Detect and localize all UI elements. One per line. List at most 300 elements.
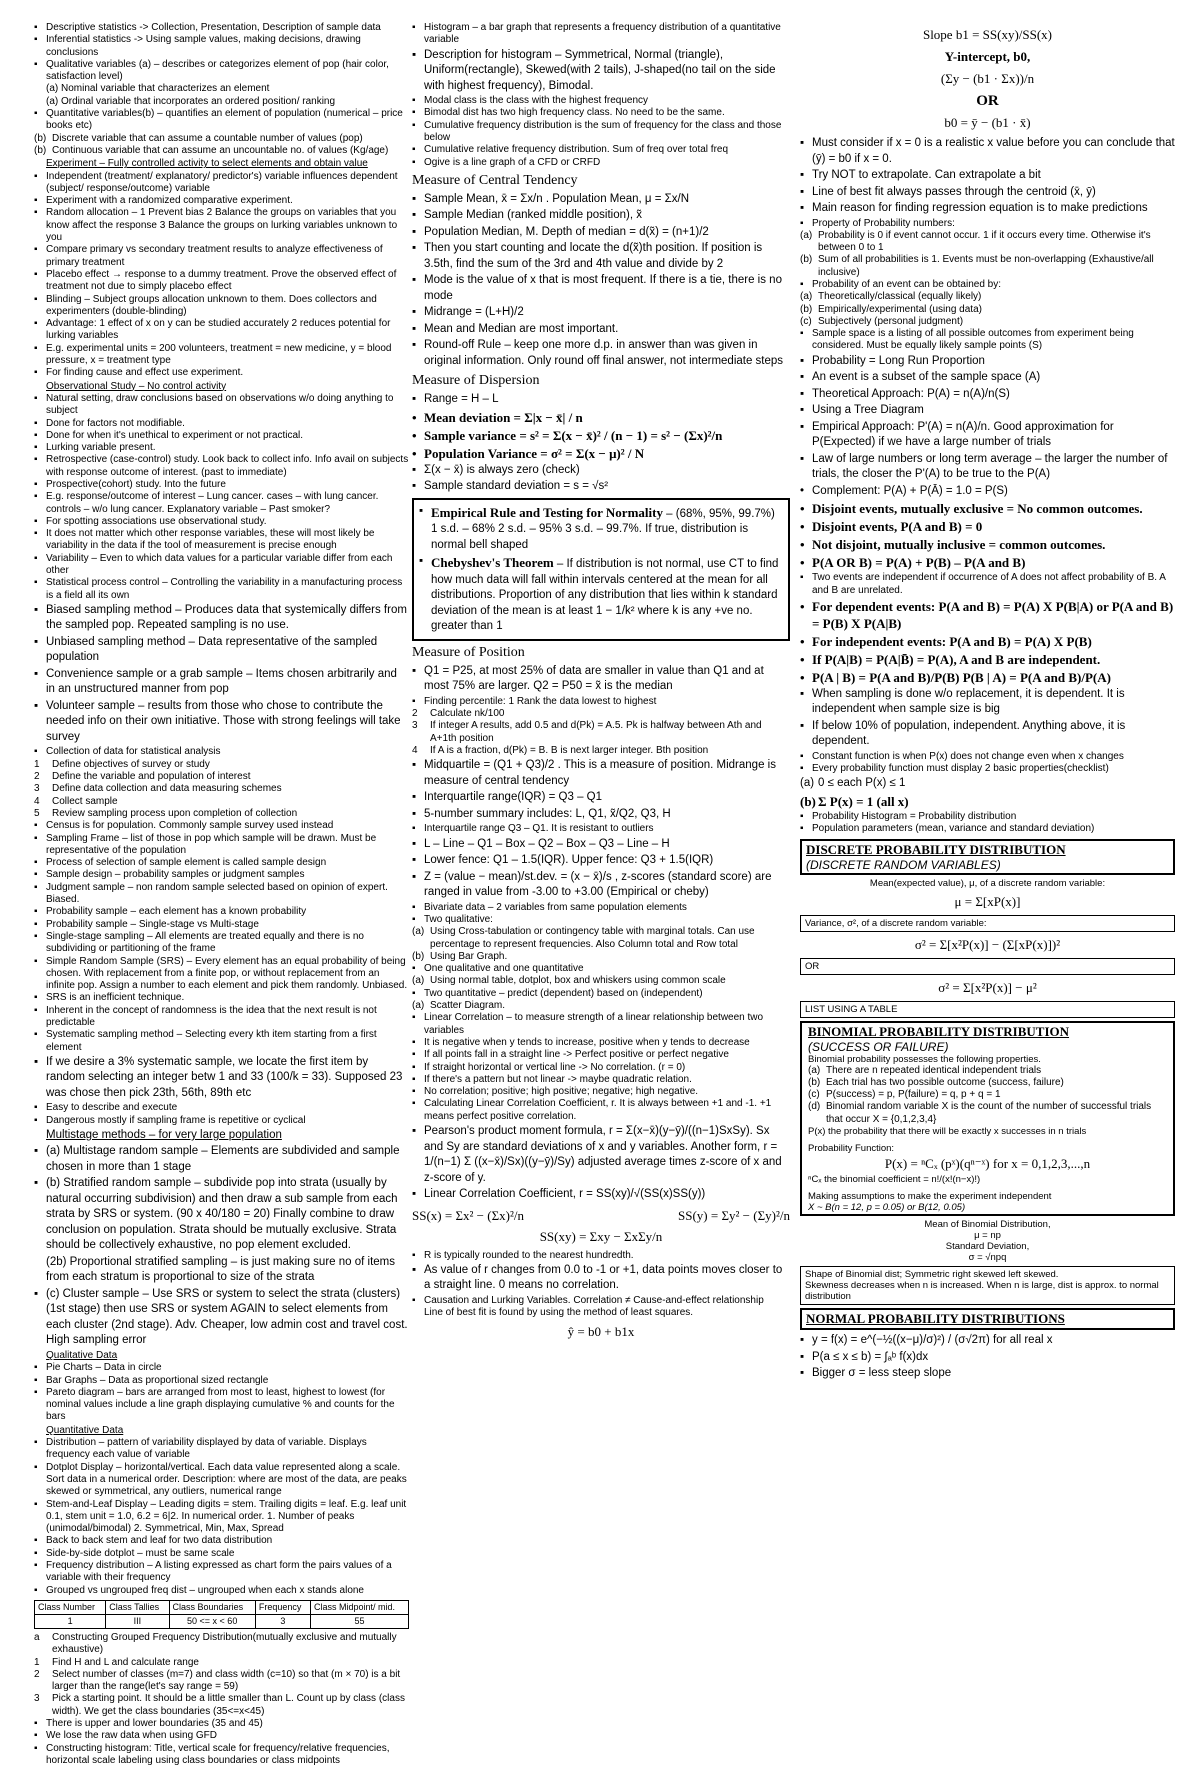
list-marker: ▪	[800, 420, 805, 433]
list-marker	[34, 96, 46, 108]
list-item	[34, 269, 409, 294]
list-text: Sample variance = s² = Σ(x − x̄)² / (n − 1) = s² − (Σx)²/n	[424, 427, 723, 443]
list-marker: ▪	[34, 293, 38, 305]
list-marker: ▪	[412, 306, 417, 319]
list-text: Natural setting, draw conclusions based on observations w/o doing anything to subject	[46, 392, 394, 417]
probability-list	[800, 136, 1175, 836]
list-item	[412, 1062, 790, 1074]
list-item	[800, 776, 1175, 792]
list-marker: 3	[34, 783, 40, 795]
list-marker: ▪	[412, 48, 417, 61]
list-marker: ▪	[412, 22, 416, 33]
list-text: For independent events: P(A and B) = P(A) X P(B)	[812, 633, 1092, 649]
list-text: Process of selection of sample element is called sample design	[46, 857, 327, 869]
list-item	[800, 316, 1175, 328]
list-marker: ▪	[800, 387, 805, 400]
list-item	[34, 808, 409, 820]
list-marker: •	[800, 598, 805, 614]
list-text: Distribution – pattern of variability displayed by data of variable. Displays frequency each value of variable	[46, 1437, 367, 1461]
table-header-cell: Class Boundaries	[169, 1600, 255, 1614]
list-text: Sampling Frame – list of those in pop which sample will be drawn. Must be representative of the population	[46, 832, 377, 856]
list-item	[412, 1098, 790, 1123]
list-item	[412, 1295, 790, 1307]
list-marker: ▪	[34, 528, 38, 540]
list-marker: (b)	[800, 793, 816, 809]
list-item	[34, 577, 409, 602]
list-marker: •	[800, 519, 805, 535]
list-text: Two events are independent if occurrence of A does not affect probability of B. A and B are unrelated.	[812, 572, 1166, 596]
list-marker: ▪	[34, 108, 38, 120]
list-item	[412, 1250, 790, 1262]
list-text: Disjoint events, mutually exclusive = No common outcomes.	[812, 501, 1143, 517]
list-item	[800, 1366, 1175, 1382]
list-marker: ▪	[412, 1012, 416, 1024]
binomial-sd-formula: σ = √npq	[968, 1252, 1007, 1264]
list-item	[34, 1535, 409, 1547]
list-marker	[34, 1425, 46, 1437]
discrete-variance-alt: σ² = Σ[x²P(x)] − μ²	[938, 979, 1037, 995]
list-text: Sample Mean, x̄ = Σx/n . Population Mean, μ = Σx/N	[424, 192, 690, 205]
list-item	[34, 759, 409, 771]
list-marker: •	[412, 445, 417, 461]
list-item	[412, 963, 790, 975]
list-marker: ▪	[34, 367, 38, 379]
list-marker: (a)	[808, 1064, 821, 1076]
list-text: Two qualitative:	[424, 913, 493, 925]
list-text: Biased sampling method – Produces data that systemically differs from the sampled pop. Repeated sampling is no use.	[46, 603, 407, 632]
list-item	[34, 343, 409, 368]
list-text: Census is for population. Commonly sample survey used instead	[46, 820, 334, 832]
list-text: For dependent events: P(A and B) = P(A) X P(B|A) or P(A and B) = P(B) X P(A|B)	[812, 598, 1174, 631]
list-item	[800, 304, 1175, 316]
list-text: For spotting associations use observational study.	[46, 515, 267, 527]
list-text: Volunteer sample – results from those who chose to contribute the needed info on their own initiative. Those with strong feelings will take survey	[46, 699, 401, 743]
binomial-shape-line: Shape of Binomial dist; Symmetric right skewed left skewed.	[805, 1269, 1059, 1281]
list-text: Z = (value − mean)/st.dev. = (x − x̄)/s , z-scores (standard score) are ranged in value from -3.00 to +3.00 (Empirical or cheby)	[424, 870, 772, 899]
list-item	[34, 1115, 409, 1127]
list-item	[34, 1350, 409, 1362]
list-text: R is typically rounded to the nearest hundredth.	[424, 1249, 634, 1261]
list-marker	[34, 1350, 46, 1362]
list-item	[808, 1065, 1167, 1077]
position-list	[412, 664, 790, 1203]
list-marker: ▪	[800, 278, 804, 290]
list-text: Back to back stem and leaf for two data distribution	[46, 1535, 273, 1547]
list-item	[808, 1077, 1167, 1089]
list-marker: (a)	[412, 975, 425, 987]
list-marker: ▪	[412, 1125, 417, 1137]
list-marker: ▪	[34, 58, 38, 70]
list-text: Pick a starting point. It should be a little smaller than L. Count up by class (class width). We get the class boundaries (35<=x<45)	[52, 1693, 405, 1717]
list-text: If integer A results, add 0.5 and d(Pk) = A.5. Pk is halfway between Ath and A+1th position	[430, 720, 762, 744]
list-text: For finding cause and effect use experiment.	[46, 367, 244, 379]
list-marker: (b)	[34, 144, 47, 156]
list-item	[34, 83, 409, 95]
list-text: Midrange = (L+H)/2	[424, 306, 524, 319]
list-marker: ▪	[412, 209, 417, 222]
list-text: Bigger σ = less steep slope	[812, 1367, 952, 1380]
list-marker: ▪	[34, 342, 38, 354]
normal-distribution-box	[800, 1308, 1175, 1330]
binomial-notation: X ~ B(n = 12, p = 0.05) or B(12, 0.05)	[808, 1202, 966, 1214]
list-marker: ▪	[34, 244, 38, 256]
list-marker: 3	[34, 1693, 40, 1705]
list-text: (b) Stratified random sample – subdivide pop into strata (usually by natural occurring subdivision) and then draw a sub sample from each strata by SRS or system. (90 x 40/180 = 20) Finally combine to draw conclusion on population. Strata should be mutually exclusive. Strata should be collectively exhaustive, no pop element excluded.	[46, 1177, 398, 1252]
list-item	[34, 244, 409, 269]
list-marker: •	[800, 651, 805, 667]
table-cell: 55	[310, 1614, 408, 1628]
list-text: Variability – Even to which data values for a particular variable differ from each other	[46, 552, 393, 577]
list-marker: •	[800, 501, 805, 517]
list-item	[34, 418, 409, 430]
list-text: Modal class is the class with the highest frequency	[424, 95, 648, 107]
list-item	[412, 870, 790, 901]
binomial-subtitle: (SUCCESS OR FAILURE)	[808, 1039, 949, 1054]
table-header-cell: Class Number	[35, 1600, 106, 1614]
list-text: Population parameters (mean, variance and standard deviation)	[812, 823, 1095, 835]
list-text: It is negative when y tends to increase, positive when y tends to decrease	[424, 1036, 750, 1048]
list-marker: ▪	[412, 339, 417, 352]
list-text: As value of r changes from 0.0 to -1 or +1, data points moves closer to a straight line. 0 means no correlation.	[424, 1263, 783, 1292]
list-item	[34, 207, 409, 244]
list-text: Population Median, M. Depth of median = d(x̃) = (n+1)/2	[424, 225, 709, 238]
list-item	[34, 1425, 409, 1437]
list-text: Quantitative variables(b) – quantifies an element of population (numerical – price books etc)	[46, 108, 403, 132]
list-text: Blinding – Subject groups allocation unknown to them. Does collectors and experimenters (double-blinding)	[46, 293, 377, 317]
list-text: Constant function is when P(x) does not change even when x changes	[812, 750, 1124, 762]
list-text: Pie Charts – Data in circle	[46, 1362, 162, 1374]
list-text: Main reason for finding regression equation is to make predictions	[812, 202, 1148, 214]
list-marker: ▪	[34, 491, 38, 503]
list-marker: ▪	[34, 1055, 39, 1068]
list-item	[34, 1362, 409, 1374]
probability-function-label: Probability Function:	[808, 1143, 895, 1155]
discrete-title: DISCRETE PROBABILITY DISTRIBUTION	[806, 841, 1066, 857]
list-text: Law of large numbers or long term average – the larger the number of trials, the closer the P'(A) to be true to the P(A)	[812, 452, 1168, 481]
list-text: Mode is the value of x that is most frequent. If there is a tie, there is no mode	[424, 274, 782, 302]
list-item	[800, 669, 1175, 686]
list-marker: •	[800, 484, 805, 497]
list-item	[34, 857, 409, 869]
list-text: If all points fall in a straight line -> Perfect positive or perfect negative	[424, 1049, 729, 1061]
list-marker: ▪	[800, 137, 805, 149]
discrete-subtitle: (DISCRETE RANDOM VARIABLES)	[806, 857, 1001, 872]
list-item	[412, 273, 790, 304]
list-text: Statistical process control – Controlling the variability in a manufacturing process is a field all its own	[46, 577, 403, 601]
list-text: Advantage: 1 effect of x on y can be studied accurately 2 reduces potential for lurking variables	[46, 318, 391, 342]
list-marker: ▪	[34, 603, 39, 616]
bullet: ▪	[419, 555, 424, 568]
list-item	[800, 420, 1175, 451]
list-item	[800, 572, 1175, 597]
descriptive-statistics-list	[34, 22, 409, 1597]
list-text: No correlation; positive; high positive; negative; high negative.	[424, 1086, 699, 1098]
empirical-rule-title: Empirical Rule and Testing for Normality	[431, 504, 663, 520]
list-item	[34, 699, 409, 746]
list-item	[800, 201, 1175, 217]
list-text: Then you start counting and locate the d(x̃)th position. If position is 3.5th, find the sum of the 3rd and 4th value and divide by 2	[424, 242, 763, 270]
list-marker: ▪	[412, 664, 417, 677]
table-header-cell: Class Midpoint/ mid.	[310, 1600, 408, 1614]
list-marker: ▪	[34, 820, 38, 832]
intercept-formula: (Σy − (b1 · Σx))/n	[940, 71, 1035, 86]
list-marker: (a)	[800, 229, 813, 241]
list-marker	[34, 381, 46, 393]
list-marker: ▪	[34, 195, 38, 207]
list-marker: ▪	[800, 1367, 805, 1380]
list-marker: 5	[34, 807, 40, 819]
list-text: Single-stage sampling – All elements are treated equally and there is no subdividing or partitioning of the frame	[46, 930, 364, 955]
list-item	[412, 144, 790, 156]
list-text: Bivariate data – 2 variables from same population elements	[424, 901, 687, 913]
list-item	[412, 1074, 790, 1086]
list-item	[34, 906, 409, 918]
list-text: Sample Median (ranked middle position), x̃	[424, 209, 642, 222]
list-text: Dangerous mostly if sampling frame is repetitive or cyclical	[46, 1114, 306, 1126]
list-item	[412, 48, 790, 95]
list-item	[34, 59, 409, 84]
list-text: Causation and Lurking Variables. Correlation ≠ Cause-and-effect relationship	[424, 1294, 764, 1306]
list-marker: ▪	[34, 429, 38, 441]
table-cell: III	[106, 1614, 169, 1628]
list-text: Find H and L and calculate range	[52, 1656, 199, 1668]
list-item	[34, 34, 409, 59]
table-header-row	[35, 1600, 409, 1614]
list-text: Scatter Diagram.	[430, 1000, 506, 1012]
list-marker: ▪	[412, 1188, 417, 1200]
list-marker: •	[412, 427, 417, 443]
list-marker: ▪	[34, 417, 38, 429]
list-text: Ogive is a line graph of a CFD or CRFD	[424, 156, 601, 168]
list-text: Interquartile range Q3 – Q1. It is resistant to outliers	[424, 823, 654, 835]
list-item	[800, 500, 1175, 517]
list-text: Frequency distribution – A listing expressed as chart form the pairs values of a variable with their frequency	[46, 1560, 392, 1584]
list-text: Empirically/experimental (using data)	[818, 303, 982, 315]
list-marker: ▪	[412, 823, 416, 835]
list-marker: ▪	[34, 318, 38, 330]
list-item	[800, 168, 1175, 184]
discrete-mean-label: Mean(expected value), μ, of a discrete random variable:	[869, 877, 1106, 889]
list-item	[34, 318, 409, 343]
list-marker: ▪	[412, 480, 417, 493]
list-text: Sample space is a listing of all possible outcomes from experiment being considered. Must be equally likely sample points (S)	[812, 328, 1134, 352]
list-text: Lurking variable present.	[46, 442, 156, 454]
list-text: Probability sample – each element has a known probability	[46, 906, 307, 918]
discrete-or-label: OR	[800, 958, 1175, 975]
table-header-cell: Class Tallies	[106, 1600, 169, 1614]
normal-distribution-list	[800, 1333, 1175, 1382]
list-text: Not disjoint, mutually inclusive = common outcomes.	[812, 537, 1106, 553]
discrete-variance-formula: σ² = Σ[x²P(x)] − (Σ[xP(x)])²	[914, 936, 1061, 952]
list-item	[412, 745, 790, 757]
list-item	[34, 430, 409, 442]
list-text: Random allocation – 1 Prevent bias 2 Balance the groups on variables that you know affect the response 3 Balance the groups on lurking variables unknown to you	[46, 207, 398, 244]
list-marker: ▪	[34, 667, 39, 680]
list-item	[34, 1375, 409, 1387]
list-text: Probability of an event can be obtained by:	[812, 278, 1002, 290]
bullet: ▪	[419, 504, 424, 517]
list-text: E.g. experimental units = 200 volunteers, treatment = new medicine, y = blood pressure, x = treatment type	[46, 342, 392, 367]
list-text: P(a ≤ x ≤ b) = ∫ₐᵇ f(x)dx	[812, 1350, 929, 1363]
list-text: SRS is an inefficient technique.	[46, 992, 185, 1004]
list-text: An event is a subset of the sample space (A)	[812, 371, 1041, 384]
list-marker: ▪	[412, 463, 417, 476]
list-item	[412, 696, 790, 708]
binomial-shape-box	[800, 1266, 1175, 1305]
list-text: Q1 = P25, at most 25% of data are smaller in value than Q1 and at most 75% are larger. Q2 = P50 = x̃ is the median	[424, 664, 764, 693]
list-marker: ▪	[800, 687, 805, 700]
list-marker: ▪	[412, 1049, 416, 1061]
list-text: E.g. response/outcome of interest – Lung cancer. cases – with lung cancer. controls – w/o lung cancer. Explanatory variable – Past smoker?	[46, 491, 379, 515]
list-marker: 2	[34, 771, 40, 783]
list-item	[34, 145, 409, 157]
list-item	[34, 931, 409, 956]
list-item	[412, 664, 790, 695]
list-item	[800, 230, 1175, 255]
list-marker: ▪	[412, 1294, 416, 1306]
list-item	[34, 771, 409, 783]
list-marker: ▪	[34, 906, 38, 918]
list-text: Σ(x − x̄) is always zero (check)	[424, 463, 580, 476]
list-item	[412, 322, 790, 338]
list-text: Dotplot Display – horizontal/vertical. Each data value represented along a scale. Sort data in a numerical order. Description: where are most of the data, are peaks skewed or symmetrical, any outliers, numerical range	[46, 1461, 407, 1498]
list-text: Grouped vs ungrouped freq dist – ungrouped when each x stands alone	[46, 1584, 364, 1596]
list-marker: •	[800, 633, 805, 649]
list-marker: •	[800, 669, 805, 685]
list-text: (c) Cluster sample – Use SRS or system to select the strata (clusters)(1st stage) then use SRS or system AGAIN to select elements from each cluster (2nd stage). Adv. Cheaper, low admin cost and travel cost. High sampling error	[46, 1287, 408, 1347]
list-item	[412, 902, 790, 914]
list-marker: ▪	[800, 810, 804, 822]
list-marker: ▪	[412, 1086, 416, 1098]
list-marker: 2	[412, 708, 418, 720]
list-item	[34, 195, 409, 207]
list-item	[34, 796, 409, 808]
list-marker: ▪	[800, 169, 805, 181]
list-item	[412, 720, 790, 745]
list-marker: ▪	[34, 1437, 38, 1449]
list-marker: ▪	[800, 1350, 805, 1363]
list-text: Linear Correlation – to measure strength of a linear relationship between two variables	[424, 1012, 764, 1036]
list-marker: ▪	[412, 1073, 416, 1085]
list-marker: 4	[34, 795, 40, 807]
list-item	[412, 1187, 790, 1203]
central-tendency-list	[412, 192, 790, 370]
list-marker: (b)	[800, 254, 813, 266]
list-text: Systematic sampling method – Selecting every kth item starting from a first element	[46, 1029, 377, 1053]
list-item	[34, 491, 409, 516]
list-text: Sample standard deviation = s = √s²	[424, 480, 609, 493]
list-item	[34, 171, 409, 196]
list-marker: ▪	[34, 918, 38, 930]
list-item	[412, 1012, 790, 1037]
list-item	[800, 291, 1175, 303]
list-item	[34, 833, 409, 858]
list-item	[412, 837, 790, 853]
list-marker: ▪	[34, 699, 39, 712]
list-marker: •	[412, 409, 417, 425]
list-item	[808, 1101, 1167, 1126]
list-marker: ▪	[800, 328, 804, 340]
empirical-rule-text: – (68%, 95%, 99.7%) 1 s.d. – 68% 2 s.d. – 95% 3 s.d. – 99.7%. If true, distribution is normal bell shaped	[431, 507, 775, 551]
list-item	[800, 354, 1175, 370]
list-text: Range = H – L	[424, 393, 499, 406]
list-text: Descriptive statistics -> Collection, Presentation, Description of sample data	[46, 22, 381, 33]
list-item	[34, 1005, 409, 1030]
list-item	[800, 763, 1175, 775]
list-item	[34, 1128, 409, 1144]
column-middle	[412, 22, 790, 1686]
list-marker: 2	[34, 1668, 40, 1680]
list-text: Constructing histogram: Title, vertical scale for frequency/relative frequencies, horizontal scale labeling using class boundaries or class midpoints	[46, 1742, 390, 1766]
list-marker: ▪	[800, 719, 805, 732]
list-text: Histogram – a bar graph that represents a frequency distribution of a quantitative variable	[424, 22, 781, 46]
list-item	[808, 1089, 1167, 1101]
list-text: Quantitative Data	[46, 1424, 124, 1436]
list-marker: •	[800, 537, 805, 553]
list-item	[412, 975, 790, 987]
list-text: (a) Multistage random sample – Elements are subdivided and sample chosen in more than 1 stage	[46, 1145, 400, 1173]
list-text: Easy to describe and execute	[46, 1102, 178, 1114]
list-marker: ▪	[34, 1114, 38, 1126]
list-marker: (c)	[808, 1089, 820, 1101]
list-text: Round-off Rule – keep one more d.p. in answer than was given in original information. Only round off final answer, not intermediate steps	[424, 339, 784, 367]
list-text: Using Cross-tabulation or contingency table with marginal totals. Can use percentage to represent frequencies. Also Column total and Row total	[430, 926, 755, 950]
list-marker: ▪	[34, 869, 38, 881]
list-marker: ▪	[412, 192, 417, 205]
grouped-frequency-list	[34, 1632, 409, 1767]
list-text: Observational Study – No control activity	[46, 380, 227, 392]
list-item	[412, 225, 790, 241]
list-text: Multistage methods – for very large population	[46, 1128, 282, 1141]
binomial-sd-label: Standard Deviation,	[945, 1241, 1030, 1253]
list-item	[800, 403, 1175, 419]
list-item	[800, 633, 1175, 650]
list-marker: ▪	[34, 930, 38, 942]
list-item	[412, 305, 790, 321]
list-item	[34, 294, 409, 319]
list-marker: ▪	[34, 1498, 38, 1510]
table-row	[35, 1614, 409, 1628]
list-text: 0 ≤ each P(x) ≤ 1	[818, 777, 906, 790]
list-item	[412, 1000, 790, 1012]
list-text: Probability is 0 if event cannot occur. 1 if it occurs every time. Otherwise it's between 0 to 1	[818, 229, 1151, 254]
or-label: OR	[976, 93, 999, 109]
list-text: Review sampling process upon completion of collection	[52, 807, 298, 819]
list-marker: ▪	[412, 1036, 416, 1048]
list-text: If straight horizontal or vertical line -> No correlation. (r = 0)	[424, 1061, 686, 1073]
list-item	[800, 823, 1175, 835]
column-right	[800, 22, 1175, 1686]
intercept-alt-formula: b0 = ȳ − (b1 · x̄)	[944, 115, 1031, 130]
list-item	[34, 1144, 409, 1175]
table-cell: 50 <= x < 60	[169, 1614, 255, 1628]
list-text: Stem-and-Leaf Display – Leading digits = stem. Trailing digits = leaf. E.g. leaf unit 0.1, stem unit = 1.0, 6.2 = 6|2. In numerical order. 1. Number of peaks (unimodal/bimodal) 2. Symmetrical, Min, Max, Spread	[46, 1498, 407, 1535]
list-marker: ▪	[412, 987, 416, 999]
binomial-coefficient-note: ⁿCₓ the binomial coefficient = n!/(x!(n−x)!)	[808, 1174, 981, 1186]
list-item	[34, 603, 409, 634]
list-marker: ▪	[34, 1362, 38, 1374]
binomial-intro: Binomial probability possesses the following properties.	[808, 1053, 1041, 1065]
dispersion-list	[412, 392, 790, 495]
list-item	[34, 1499, 409, 1536]
list-text: Judgment sample – non random sample selected based on opinion of expert. Biased.	[46, 881, 388, 906]
list-marker: ▪	[34, 1461, 38, 1473]
list-marker: ▪	[34, 1717, 38, 1729]
list-marker: ▪	[34, 992, 38, 1004]
list-text: Line of best fit is found by using the method of least squares.	[424, 1307, 694, 1319]
ssy-formula: SS(y) = Σy² − (Σy)²/n	[678, 1207, 790, 1223]
list-marker: (a)	[800, 291, 813, 303]
